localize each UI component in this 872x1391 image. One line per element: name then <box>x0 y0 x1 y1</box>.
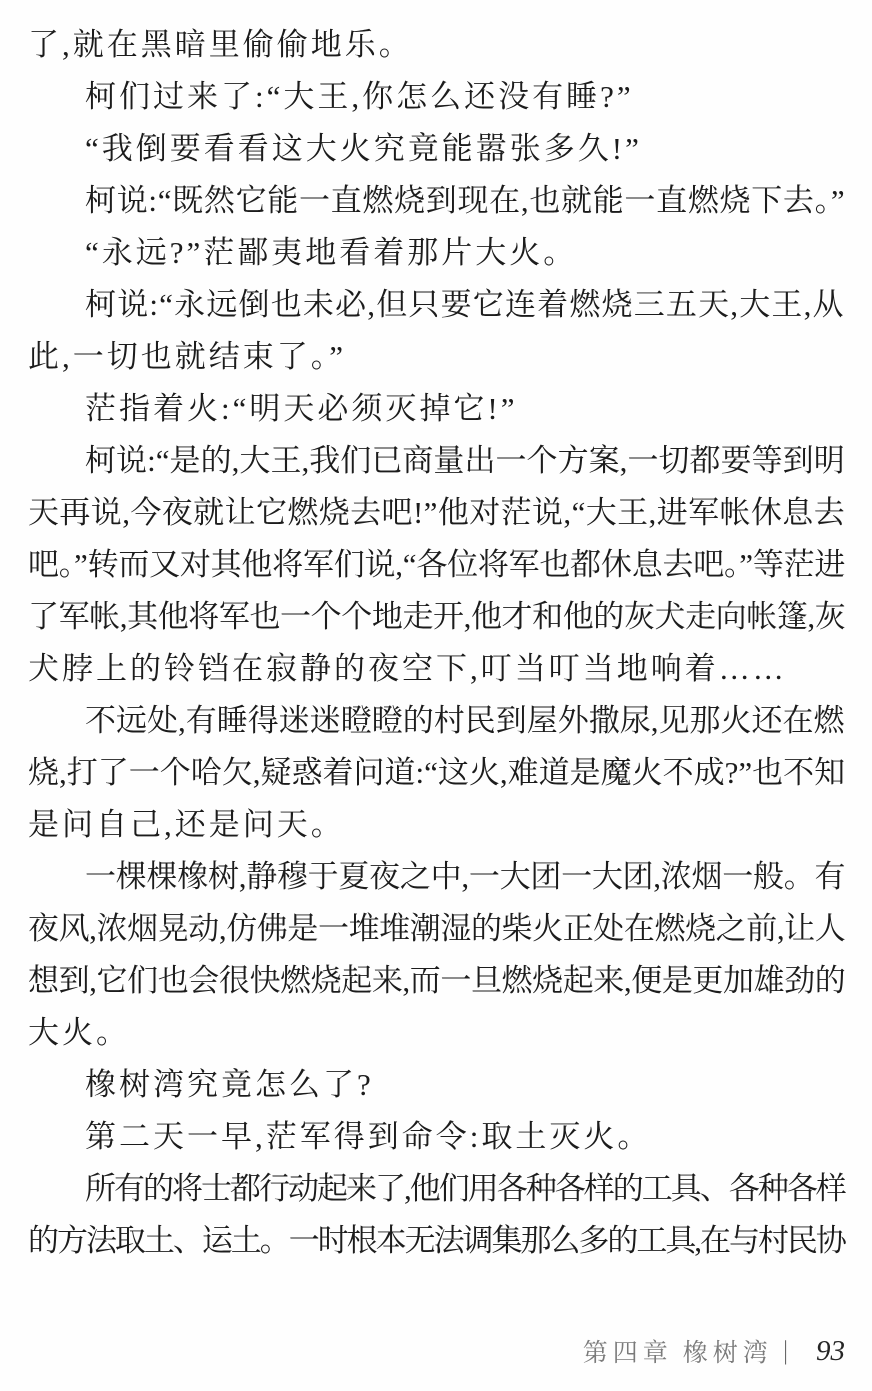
text-line: 不远处,有睡得迷迷瞪瞪的村民到屋外撒尿,见那火还在燃 <box>85 703 845 738</box>
text-line: 天再说,今夜就让它燃烧去吧!”他对茫说,“大王,进军帐休息去 <box>28 495 846 530</box>
text-line: 茫指着火:“明天必须灭掉它!” <box>85 391 518 426</box>
text-line: 犬脖上的铃铛在寂静的夜空下,叮当叮当地响着…… <box>28 651 787 686</box>
footer-separator: | <box>783 1336 788 1365</box>
text-line: 第二天一早,茫军得到命令:取土灭火。 <box>85 1119 652 1154</box>
text-line: 大火。 <box>28 1015 130 1050</box>
text-line: 一棵棵橡树,静穆于夏夜之中,一大团一大团,浓烟一般。有 <box>85 859 846 894</box>
text-line: 了军帐,其他将军也一个个地走开,他才和他的灰犬走向帐篷,灰 <box>28 599 846 634</box>
text-line: “永远?”茫鄙夷地看着那片大火。 <box>85 235 578 270</box>
text-line: 了,就在黑暗里偷偷地乐。 <box>28 27 413 62</box>
page-footer <box>28 1331 845 1371</box>
text-line: 的方法取土、运土。一时根本无法调集那么多的工具,在与村民协 <box>28 1223 845 1258</box>
text-line: 柯说:“永远倒也未必,但只要它连着燃烧三五天,大王,从 <box>85 287 845 322</box>
text-line: 是问自己,还是问天。 <box>28 807 345 842</box>
text-line: 烧,打了一个哈欠,疑惑着问道:“这火,难道是魔火不成?”也不知 <box>28 755 846 790</box>
body-text <box>28 19 845 1267</box>
footer-page-number: 93 <box>816 1334 845 1367</box>
text-line: 此,一切也就结束了。” <box>28 339 347 374</box>
text-line: 想到,它们也会很快燃烧起来,而一旦燃烧起来,便是更加雄劲的 <box>28 963 846 998</box>
text-line: 所有的将士都行动起来了,他们用各种各样的工具、各种各样 <box>85 1171 845 1206</box>
text-line: 橡树湾究竟怎么了? <box>85 1067 374 1102</box>
text-line: 吧。”转而又对其他将军们说,“各位将军也都休息去吧。”等茫进 <box>28 547 846 582</box>
footer-chapter-label: 第四章 <box>582 1340 673 1367</box>
text-line: 柯们过来了:“大王,你怎么还没有睡?” <box>85 79 634 114</box>
text-line: 柯说:“既然它能一直燃烧到现在,也就能一直燃烧下去。” <box>85 183 846 218</box>
text-line: “我倒要看看这大火究竟能嚣张多久!” <box>85 131 642 166</box>
footer-section-label: 橡树湾 <box>682 1340 773 1367</box>
text-line: 柯说:“是的,大王,我们已商量出一个方案,一切都要等到明 <box>85 443 845 478</box>
text-line: 夜风,浓烟晃动,仿佛是一堆堆潮湿的柴火正处在燃烧之前,让人 <box>28 911 846 946</box>
